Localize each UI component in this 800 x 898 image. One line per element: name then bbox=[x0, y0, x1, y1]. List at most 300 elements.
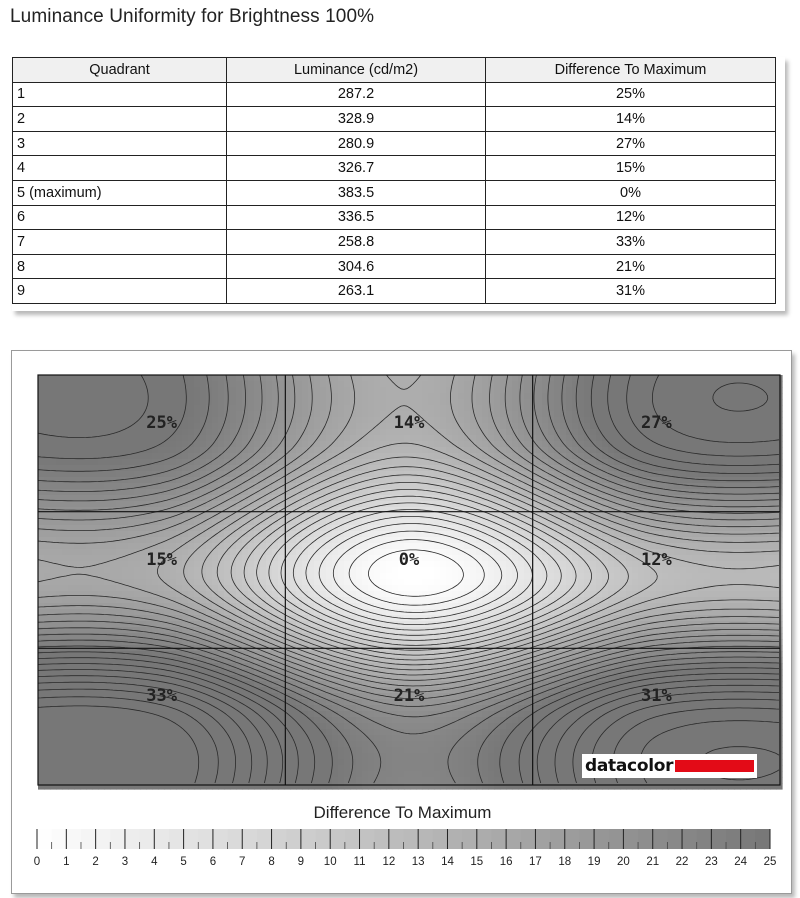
heatmap-tile bbox=[206, 591, 213, 598]
heatmap-tile bbox=[662, 543, 669, 550]
heatmap-tile bbox=[194, 399, 201, 406]
heatmap-tile bbox=[110, 495, 117, 502]
heatmap-tile bbox=[152, 597, 159, 604]
heatmap-tile bbox=[374, 537, 381, 544]
heatmap-tile bbox=[422, 399, 429, 406]
heatmap-tile bbox=[86, 603, 93, 610]
heatmap-tile bbox=[644, 393, 651, 400]
heatmap-tile bbox=[272, 429, 279, 436]
heatmap-tile bbox=[362, 441, 369, 448]
heatmap-tile bbox=[392, 483, 399, 490]
heatmap-tile bbox=[644, 603, 651, 610]
heatmap-tile bbox=[374, 471, 381, 478]
heatmap-tile bbox=[62, 471, 69, 478]
heatmap-tile bbox=[548, 507, 555, 514]
heatmap-tile bbox=[158, 387, 165, 394]
heatmap-tile bbox=[752, 507, 759, 514]
heatmap-tile bbox=[272, 399, 279, 406]
heatmap-tile bbox=[482, 423, 489, 430]
heatmap-tile bbox=[380, 411, 387, 418]
heatmap-tile bbox=[770, 585, 777, 592]
heatmap-tile bbox=[734, 483, 741, 490]
heatmap-tile bbox=[764, 591, 771, 598]
heatmap-tile bbox=[578, 375, 585, 382]
heatmap-tile bbox=[98, 375, 105, 382]
heatmap-tile bbox=[770, 495, 777, 502]
heatmap-tile bbox=[734, 435, 741, 442]
heatmap-tile bbox=[80, 531, 87, 538]
heatmap-tile bbox=[518, 399, 525, 406]
heatmap-tile bbox=[740, 435, 747, 442]
heatmap-tile bbox=[68, 381, 75, 388]
heatmap-tile bbox=[134, 381, 141, 388]
heatmap-tile bbox=[524, 513, 531, 520]
heatmap-tile bbox=[224, 465, 231, 472]
heatmap-tile bbox=[656, 393, 663, 400]
heatmap-tile bbox=[566, 375, 573, 382]
heatmap-tile bbox=[710, 417, 717, 424]
heatmap-tile bbox=[728, 423, 735, 430]
heatmap-tile bbox=[260, 399, 267, 406]
heatmap-tile bbox=[230, 471, 237, 478]
heatmap-tile bbox=[278, 585, 285, 592]
heatmap-tile bbox=[320, 465, 327, 472]
heatmap-tile bbox=[332, 429, 339, 436]
heatmap-tile bbox=[98, 447, 105, 454]
cell-quadrant: 4 bbox=[13, 156, 227, 181]
cell-luminance: 280.9 bbox=[227, 131, 486, 156]
heatmap-tile bbox=[404, 501, 411, 508]
heatmap-tile bbox=[134, 435, 141, 442]
heatmap-tile bbox=[110, 405, 117, 412]
heatmap-tile bbox=[56, 459, 63, 466]
heatmap-tile bbox=[56, 399, 63, 406]
heatmap-tile bbox=[98, 585, 105, 592]
heatmap-tile bbox=[596, 579, 603, 586]
heatmap-tile bbox=[722, 435, 729, 442]
heatmap-tile bbox=[350, 399, 357, 406]
heatmap-tile bbox=[716, 537, 723, 544]
heatmap-tile bbox=[152, 465, 159, 472]
heatmap-tile bbox=[116, 375, 123, 382]
heatmap-tile bbox=[230, 423, 237, 430]
heatmap-tile bbox=[296, 393, 303, 400]
heatmap-tile bbox=[716, 555, 723, 562]
heatmap-tile bbox=[398, 447, 405, 454]
heatmap-tile bbox=[62, 441, 69, 448]
heatmap-tile bbox=[722, 393, 729, 400]
heatmap-tile bbox=[86, 513, 93, 520]
heatmap-tile bbox=[776, 477, 783, 484]
heatmap-tile bbox=[776, 567, 783, 574]
heatmap-tile bbox=[722, 375, 729, 382]
heatmap-tile bbox=[614, 387, 621, 394]
heatmap-tile bbox=[68, 405, 75, 412]
heatmap-tile bbox=[500, 375, 507, 382]
heatmap-tile bbox=[734, 459, 741, 466]
heatmap-tile bbox=[68, 441, 75, 448]
heatmap-tile bbox=[62, 375, 69, 382]
heatmap-tile bbox=[764, 531, 771, 538]
heatmap-tile bbox=[98, 441, 105, 448]
heatmap-tile bbox=[716, 579, 723, 586]
heatmap-tile bbox=[776, 531, 783, 538]
heatmap-tile bbox=[428, 405, 435, 412]
heatmap-tile bbox=[134, 387, 141, 394]
heatmap-tile bbox=[104, 447, 111, 454]
heatmap-tile bbox=[764, 453, 771, 460]
heatmap-tile bbox=[116, 513, 123, 520]
heatmap-tile bbox=[434, 399, 441, 406]
heatmap-tile bbox=[122, 549, 129, 556]
heatmap-tile bbox=[344, 393, 351, 400]
heatmap-tile bbox=[722, 459, 729, 466]
heatmap-tile bbox=[704, 471, 711, 478]
heatmap-tile bbox=[266, 405, 273, 412]
heatmap-tile bbox=[584, 417, 591, 424]
heatmap-tile bbox=[536, 405, 543, 412]
heatmap-tile bbox=[446, 411, 453, 418]
heatmap-tile bbox=[542, 447, 549, 454]
heatmap-tile bbox=[686, 417, 693, 424]
heatmap-tile bbox=[38, 453, 45, 460]
heatmap-tile bbox=[758, 381, 765, 388]
heatmap-tile bbox=[584, 423, 591, 430]
heatmap-tile bbox=[770, 417, 777, 424]
heatmap-tile bbox=[422, 477, 429, 484]
heatmap-tile bbox=[350, 387, 357, 394]
heatmap-tile bbox=[122, 477, 129, 484]
heatmap-tile bbox=[56, 597, 63, 604]
heatmap-tile bbox=[380, 591, 387, 598]
heatmap-tile bbox=[80, 447, 87, 454]
cell-difference: 0% bbox=[486, 180, 776, 205]
heatmap-tile bbox=[524, 435, 531, 442]
heatmap-tile bbox=[260, 495, 267, 502]
heatmap-tile bbox=[446, 567, 453, 574]
heatmap-tile bbox=[746, 435, 753, 442]
heatmap-tile bbox=[332, 381, 339, 388]
heatmap-tile bbox=[404, 597, 411, 604]
heatmap-tile bbox=[86, 543, 93, 550]
heatmap-tile bbox=[776, 405, 783, 412]
heatmap-tile bbox=[746, 387, 753, 394]
heatmap-tile bbox=[416, 375, 423, 382]
heatmap-tile bbox=[68, 411, 75, 418]
heatmap-tile bbox=[44, 405, 51, 412]
heatmap-tile bbox=[530, 549, 537, 556]
heatmap-tile bbox=[326, 435, 333, 442]
heatmap-tile bbox=[50, 561, 57, 568]
heatmap-tile bbox=[656, 387, 663, 394]
heatmap-tile bbox=[620, 399, 627, 406]
heatmap-tile bbox=[656, 405, 663, 412]
heatmap-tile bbox=[338, 393, 345, 400]
heatmap-tile bbox=[710, 471, 717, 478]
heatmap-tile bbox=[98, 483, 105, 490]
heatmap-tile bbox=[332, 549, 339, 556]
heatmap-tile bbox=[758, 519, 765, 526]
heatmap-tile bbox=[470, 567, 477, 574]
heatmap-tile bbox=[668, 609, 675, 616]
heatmap-tile bbox=[740, 387, 747, 394]
heatmap-tile bbox=[152, 387, 159, 394]
heatmap-tile bbox=[362, 555, 369, 562]
heatmap-tile bbox=[614, 453, 621, 460]
heatmap-tile bbox=[728, 393, 735, 400]
heatmap-tile bbox=[578, 399, 585, 406]
heatmap-tile bbox=[530, 447, 537, 454]
heatmap-tile bbox=[530, 561, 537, 568]
heatmap-tile bbox=[38, 405, 45, 412]
heatmap-tile bbox=[710, 465, 717, 472]
heatmap-tile bbox=[236, 447, 243, 454]
heatmap-tile bbox=[98, 471, 105, 478]
heatmap-tile bbox=[164, 393, 171, 400]
heatmap-tile bbox=[194, 429, 201, 436]
heatmap-tile bbox=[704, 393, 711, 400]
heatmap-tile bbox=[170, 405, 177, 412]
heatmap-tile bbox=[608, 597, 615, 604]
heatmap-tile bbox=[278, 411, 285, 418]
heatmap-tile bbox=[236, 387, 243, 394]
heatmap-tile bbox=[338, 549, 345, 556]
heatmap-tile bbox=[116, 387, 123, 394]
heatmap-tile bbox=[344, 387, 351, 394]
heatmap-tile bbox=[680, 399, 687, 406]
heatmap-tile bbox=[620, 387, 627, 394]
heatmap-tile bbox=[740, 483, 747, 490]
heatmap-tile bbox=[710, 543, 717, 550]
heatmap-tile bbox=[704, 489, 711, 496]
heatmap-tile bbox=[620, 561, 627, 568]
heatmap-tile bbox=[458, 387, 465, 394]
heatmap-tile bbox=[734, 525, 741, 532]
heatmap-tile bbox=[56, 477, 63, 484]
heatmap-tile bbox=[380, 567, 387, 574]
heatmap-tile bbox=[542, 423, 549, 430]
heatmap-tile bbox=[212, 381, 219, 388]
heatmap-tile bbox=[92, 375, 99, 382]
heatmap-tile bbox=[626, 435, 633, 442]
heatmap-tile bbox=[80, 513, 87, 520]
heatmap-tile bbox=[638, 405, 645, 412]
heatmap-tile bbox=[86, 381, 93, 388]
heatmap-tile bbox=[734, 555, 741, 562]
heatmap-tile bbox=[470, 429, 477, 436]
heatmap-tile bbox=[326, 573, 333, 580]
heatmap-tile bbox=[476, 435, 483, 442]
heatmap-tile bbox=[272, 375, 279, 382]
heatmap-tile bbox=[248, 381, 255, 388]
heatmap-tile bbox=[710, 519, 717, 526]
heatmap-tile bbox=[428, 489, 435, 496]
heatmap-tile bbox=[296, 381, 303, 388]
heatmap-tile bbox=[584, 411, 591, 418]
heatmap-tile bbox=[266, 579, 273, 586]
heatmap-tile bbox=[488, 423, 495, 430]
heatmap-tile bbox=[68, 573, 75, 580]
heatmap-tile bbox=[188, 393, 195, 400]
heatmap-tile bbox=[158, 447, 165, 454]
heatmap-tile bbox=[548, 561, 555, 568]
header-luminance: Luminance (cd/m2) bbox=[227, 58, 486, 83]
heatmap-tile bbox=[560, 483, 567, 490]
heatmap-tile bbox=[62, 393, 69, 400]
heatmap-tile bbox=[74, 441, 81, 448]
heatmap-tile bbox=[572, 525, 579, 532]
heatmap-tile bbox=[710, 567, 717, 574]
heatmap-tile bbox=[302, 465, 309, 472]
heatmap-tile bbox=[704, 549, 711, 556]
heatmap-tile bbox=[734, 513, 741, 520]
heatmap-tile bbox=[440, 465, 447, 472]
heatmap-tile bbox=[128, 573, 135, 580]
heatmap-tile bbox=[698, 579, 705, 586]
heatmap-tile bbox=[320, 399, 327, 406]
heatmap-tile bbox=[770, 519, 777, 526]
heatmap-tile bbox=[116, 495, 123, 502]
heatmap-tile bbox=[62, 399, 69, 406]
heatmap-tile bbox=[374, 393, 381, 400]
heatmap-tile bbox=[752, 543, 759, 550]
heatmap-tile bbox=[80, 465, 87, 472]
heatmap-tile bbox=[128, 375, 135, 382]
cell-quadrant: 5 (maximum) bbox=[13, 180, 227, 205]
heatmap-tile bbox=[704, 567, 711, 574]
heatmap-tile bbox=[170, 579, 177, 586]
heatmap-tile bbox=[710, 429, 717, 436]
heatmap-tile bbox=[254, 447, 261, 454]
heatmap-tile bbox=[62, 591, 69, 598]
heatmap-tile bbox=[68, 423, 75, 430]
heatmap-tile bbox=[638, 387, 645, 394]
heatmap-tile bbox=[494, 471, 501, 478]
heatmap-tile bbox=[764, 429, 771, 436]
heatmap-tile bbox=[758, 393, 765, 400]
heatmap-tile bbox=[578, 567, 585, 574]
heatmap-tile bbox=[362, 381, 369, 388]
heatmap-tile bbox=[722, 429, 729, 436]
heatmap-tile bbox=[470, 537, 477, 544]
heatmap-tile bbox=[770, 579, 777, 586]
heatmap-tile bbox=[86, 597, 93, 604]
heatmap-tile bbox=[38, 579, 45, 586]
heatmap-tile bbox=[254, 435, 261, 442]
cell-luminance: 304.6 bbox=[227, 254, 486, 279]
heatmap-tile bbox=[62, 465, 69, 472]
heatmap-tile bbox=[686, 603, 693, 610]
heatmap-tile bbox=[620, 375, 627, 382]
heatmap-tile bbox=[638, 579, 645, 586]
heatmap-tile bbox=[512, 399, 519, 406]
heatmap-tile bbox=[218, 459, 225, 466]
heatmap-tile bbox=[44, 519, 51, 526]
heatmap-tile bbox=[62, 513, 69, 520]
heatmap-tile bbox=[554, 441, 561, 448]
heatmap-tile bbox=[146, 585, 153, 592]
heatmap-tile bbox=[236, 435, 243, 442]
heatmap-tile bbox=[128, 411, 135, 418]
heatmap-tile bbox=[152, 513, 159, 520]
heatmap-tile bbox=[92, 417, 99, 424]
heatmap-tile bbox=[572, 429, 579, 436]
heatmap-tile bbox=[338, 573, 345, 580]
heatmap-tile bbox=[122, 387, 129, 394]
heatmap-tile bbox=[380, 573, 387, 580]
heatmap-tile bbox=[290, 405, 297, 412]
heatmap-tile bbox=[770, 441, 777, 448]
heatmap-tile bbox=[644, 477, 651, 484]
heatmap-tile bbox=[98, 597, 105, 604]
heatmap-tile bbox=[734, 567, 741, 574]
heatmap-tile bbox=[128, 399, 135, 406]
heatmap-tile bbox=[296, 567, 303, 574]
heatmap-tile bbox=[596, 459, 603, 466]
heatmap-tile bbox=[86, 399, 93, 406]
heatmap-tile bbox=[524, 381, 531, 388]
heatmap-tile bbox=[446, 399, 453, 406]
heatmap-tile bbox=[776, 597, 783, 604]
heatmap-tile bbox=[452, 459, 459, 466]
heatmap-tile bbox=[734, 393, 741, 400]
heatmap-tile bbox=[632, 579, 639, 586]
heatmap-tile bbox=[206, 435, 213, 442]
heatmap-tile bbox=[392, 543, 399, 550]
heatmap-tile bbox=[536, 573, 543, 580]
heatmap-tile bbox=[110, 591, 117, 598]
heatmap-tile bbox=[470, 375, 477, 382]
heatmap-tile bbox=[482, 555, 489, 562]
heatmap-tile bbox=[386, 585, 393, 592]
heatmap-tile bbox=[674, 411, 681, 418]
heatmap-tile bbox=[722, 483, 729, 490]
heatmap-tile bbox=[464, 387, 471, 394]
heatmap-tile bbox=[134, 453, 141, 460]
heatmap-tile bbox=[728, 609, 735, 616]
heatmap-tile bbox=[68, 543, 75, 550]
cell-difference: 31% bbox=[486, 279, 776, 304]
heatmap-tile bbox=[476, 399, 483, 406]
heatmap-tile bbox=[764, 441, 771, 448]
heatmap-tile bbox=[488, 459, 495, 466]
heatmap-tile bbox=[338, 387, 345, 394]
heatmap-tile bbox=[194, 483, 201, 490]
heatmap-tile bbox=[452, 531, 459, 538]
heatmap-tile bbox=[374, 417, 381, 424]
heatmap-tile bbox=[92, 543, 99, 550]
heatmap-tile bbox=[704, 417, 711, 424]
heatmap-tile bbox=[596, 387, 603, 394]
heatmap-tile bbox=[704, 447, 711, 454]
heatmap-tile bbox=[728, 561, 735, 568]
heatmap-tile bbox=[440, 489, 447, 496]
heatmap-tile bbox=[392, 465, 399, 472]
heatmap-tile bbox=[38, 585, 45, 592]
heatmap-tile bbox=[482, 441, 489, 448]
heatmap-tile bbox=[458, 417, 465, 424]
heatmap-tile bbox=[506, 429, 513, 436]
heatmap-tile bbox=[176, 453, 183, 460]
heatmap-tile bbox=[104, 441, 111, 448]
heatmap-tile bbox=[44, 531, 51, 538]
heatmap-tile bbox=[122, 591, 129, 598]
heatmap-tile bbox=[584, 585, 591, 592]
heatmap-tile bbox=[80, 375, 87, 382]
heatmap-tile bbox=[410, 579, 417, 586]
heatmap-tile bbox=[260, 567, 267, 574]
heatmap-tile bbox=[422, 543, 429, 550]
